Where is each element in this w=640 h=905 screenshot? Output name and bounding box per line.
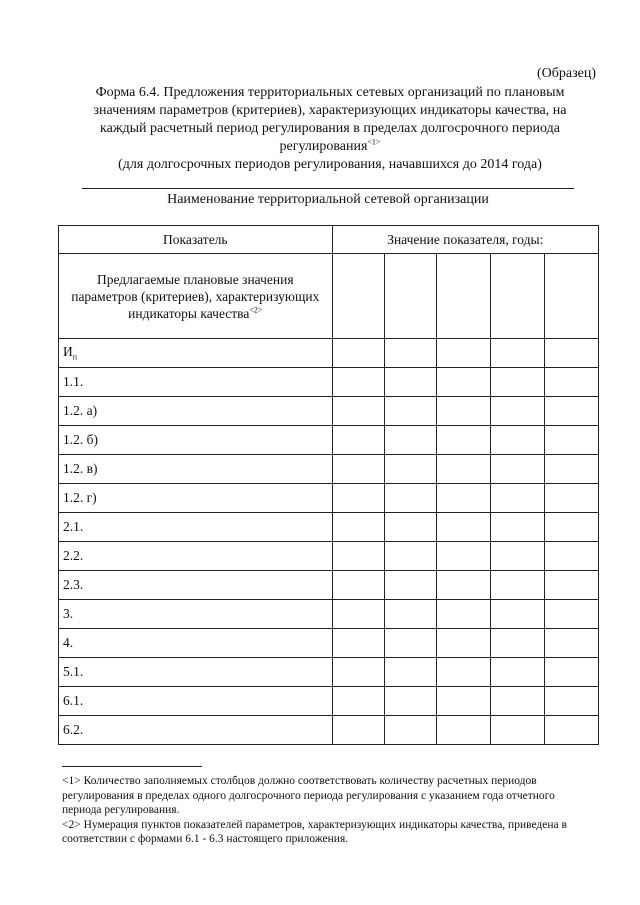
value-cell: [385, 368, 437, 397]
title-line: значениям параметров (критериев), характеризующих индикаторы качества, на: [93, 103, 567, 118]
row-label: 6.1.: [59, 687, 333, 716]
footnote-ref-1: <1>: [367, 137, 381, 147]
value-cell: [437, 629, 491, 658]
value-cell: [545, 397, 599, 426]
value-cell: [385, 629, 437, 658]
value-cell: [545, 571, 599, 600]
org-name-underline: [82, 188, 574, 189]
table-row: [59, 368, 599, 397]
value-cell: [332, 513, 385, 542]
value-cell: [545, 629, 599, 658]
value-cell: [491, 397, 545, 426]
value-cell: [385, 687, 437, 716]
value-cell: [491, 368, 545, 397]
value-cell: [437, 658, 491, 687]
value-cell: [437, 455, 491, 484]
column-header-indicator: Показатель: [59, 226, 333, 254]
sample-label: (Образец): [536, 66, 596, 81]
value-cell: [545, 339, 599, 368]
value-cell: [385, 716, 437, 745]
value-cell: [332, 658, 385, 687]
value-cell: [545, 600, 599, 629]
value-cell: [491, 426, 545, 455]
table-row: [59, 716, 599, 745]
value-cell: [491, 484, 545, 513]
value-cell: [332, 368, 385, 397]
value-cell: [545, 368, 599, 397]
table-row: [59, 542, 599, 571]
row-label: 2.3.: [59, 571, 333, 600]
value-cell: [385, 426, 437, 455]
row-label: 1.1.: [59, 368, 333, 397]
row-label-main: И: [63, 344, 73, 360]
table-row: [59, 484, 599, 513]
value-cell: [437, 368, 491, 397]
value-cell: [545, 426, 599, 455]
value-cell: [491, 455, 545, 484]
value-cell: [491, 542, 545, 571]
value-cell: [332, 716, 385, 745]
value-cell: [437, 484, 491, 513]
subheader-label-cell: [59, 254, 333, 339]
value-cell: [385, 397, 437, 426]
table-row: [59, 600, 599, 629]
footnote-ref-2: <2>: [249, 305, 263, 314]
value-cell: [385, 339, 437, 368]
table-row: [59, 629, 599, 658]
footnotes: [62, 774, 592, 847]
value-cell: [437, 339, 491, 368]
value-cell: [437, 542, 491, 571]
value-cell: [491, 600, 545, 629]
value-cell: [385, 658, 437, 687]
title-line: [60, 138, 600, 156]
year-cell: [437, 254, 491, 339]
value-cell: [332, 542, 385, 571]
footnote-1: <1> Количество заполняемых столбцов должно соответствовать количеству расчетных периодов регулирования в пределах одного долгосрочного периода регулирования с указанием года отчетного периода регулирования.: [62, 775, 555, 816]
indicators-table: [58, 225, 599, 745]
table-row: [59, 339, 599, 368]
table-row: [59, 658, 599, 687]
value-cell: [385, 571, 437, 600]
value-cell: [332, 629, 385, 658]
row-label: 5.1.: [59, 658, 333, 687]
value-cell: [332, 687, 385, 716]
value-cell: [545, 484, 599, 513]
row-label: 1.2. а): [59, 397, 333, 426]
table-row: [59, 513, 599, 542]
value-cell: [332, 426, 385, 455]
value-cell: [491, 687, 545, 716]
value-cell: [385, 600, 437, 629]
row-label-sub: п: [72, 352, 78, 362]
value-cell: [385, 455, 437, 484]
row-label: 1.2. г): [59, 484, 333, 513]
form-subtitle: (для долгосрочных периодов регулирования, начавшихся до 2014 года): [118, 157, 542, 172]
value-cell: [437, 600, 491, 629]
table-row: [59, 571, 599, 600]
row-label: 1.2. б): [59, 426, 333, 455]
value-cell: [385, 542, 437, 571]
column-header-values: Значение показателя, годы:: [332, 226, 598, 254]
value-cell: [437, 513, 491, 542]
row-label: 4.: [59, 629, 333, 658]
value-cell: [332, 339, 385, 368]
row-label: 1.2. в): [59, 455, 333, 484]
title-line: Форма 6.4. Предложения территориальных сетевых организаций по плановым: [95, 85, 565, 100]
value-cell: [491, 716, 545, 745]
table-row: [59, 687, 599, 716]
row-label: 3.: [59, 600, 333, 629]
value-cell: [491, 339, 545, 368]
row-label: 2.1.: [59, 513, 333, 542]
title-line-text: регулирования: [279, 139, 368, 154]
row-label: [59, 339, 333, 368]
footnote-separator: [62, 766, 202, 767]
value-cell: [545, 513, 599, 542]
year-cell: [491, 254, 545, 339]
value-cell: [437, 397, 491, 426]
org-name-caption: Наименование территориальной сетевой организации: [167, 192, 489, 207]
table-row: [59, 397, 599, 426]
value-cell: [385, 484, 437, 513]
value-cell: [437, 716, 491, 745]
table-row: [59, 426, 599, 455]
value-cell: [332, 455, 385, 484]
value-cell: [491, 629, 545, 658]
table-subheader-row: [59, 254, 599, 339]
value-cell: [545, 716, 599, 745]
year-cell: [385, 254, 437, 339]
value-cell: [332, 397, 385, 426]
value-cell: [545, 455, 599, 484]
value-cell: [491, 571, 545, 600]
year-cell: [545, 254, 599, 339]
value-cell: [385, 513, 437, 542]
value-cell: [332, 484, 385, 513]
row-label: 2.2.: [59, 542, 333, 571]
form-title: [60, 84, 600, 174]
subheader-label: Предлагаемые плановые значения параметров (критериев), характеризующих индикаторы качества: [71, 271, 320, 321]
value-cell: [332, 600, 385, 629]
value-cell: [437, 687, 491, 716]
value-cell: [491, 513, 545, 542]
title-line: каждый расчетный период регулирования в пределах долгосрочного периода: [100, 121, 560, 136]
value-cell: [545, 658, 599, 687]
year-cell: [332, 254, 385, 339]
value-cell: [437, 426, 491, 455]
value-cell: [545, 687, 599, 716]
table-header-row: [59, 226, 599, 254]
value-cell: [437, 571, 491, 600]
footnote-2: <2> Нумерация пунктов показателей параметров, характеризующих индикаторы качества, приведена в соответствии с формами 6.1 - 6.3 настоящего приложения.: [62, 818, 567, 845]
value-cell: [545, 542, 599, 571]
value-cell: [332, 571, 385, 600]
row-label: 6.2.: [59, 716, 333, 745]
table-row: [59, 455, 599, 484]
value-cell: [491, 658, 545, 687]
